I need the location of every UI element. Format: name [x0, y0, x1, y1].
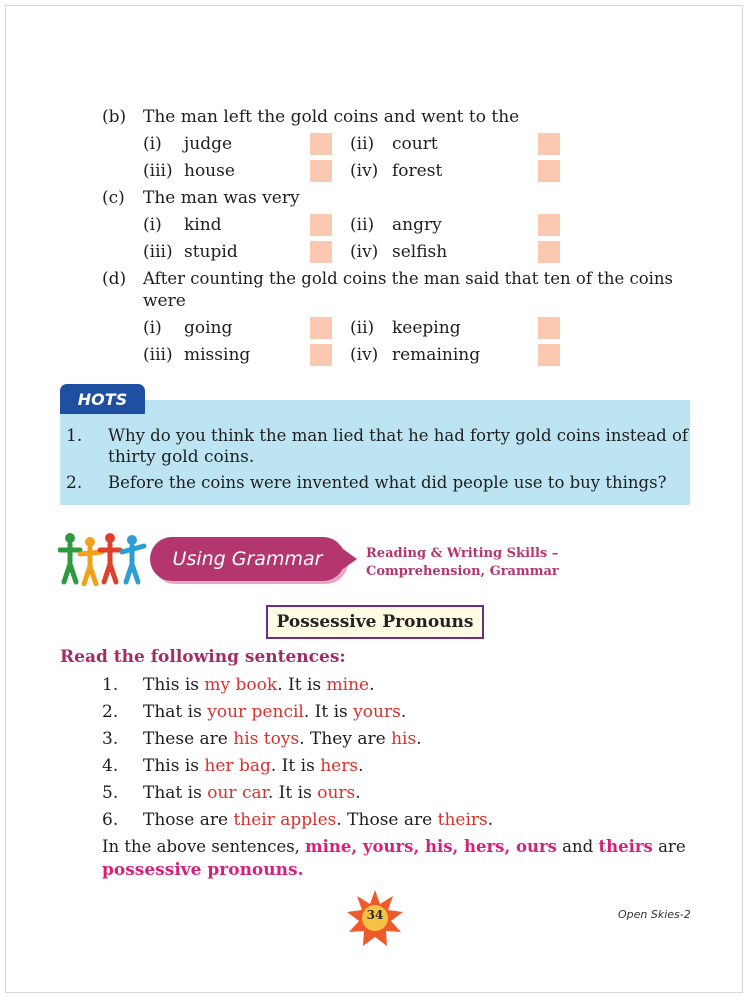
option-text: keeping — [392, 318, 461, 338]
option-text: kind — [184, 215, 222, 235]
sentence-text: . It is — [303, 702, 354, 722]
page-number: 34 — [366, 908, 384, 922]
option-text: selfish — [392, 242, 448, 262]
option-text: remaining — [392, 345, 481, 365]
skills-line: Comprehension, Grammar — [366, 564, 559, 579]
option-number: (ii) — [350, 318, 375, 338]
sentence-number: 1. — [102, 675, 119, 695]
sentence-text: That is — [143, 783, 208, 803]
sentence — [143, 783, 361, 803]
sentence-text: . It is — [270, 756, 321, 776]
option-text: court — [392, 134, 438, 154]
option-number: (iv) — [350, 242, 379, 262]
option-number: (ii) — [350, 215, 375, 235]
highlight-phrase: their apples — [233, 810, 337, 830]
answer-box[interactable] — [538, 214, 560, 236]
question-label: (c) — [102, 188, 125, 208]
highlight-phrase: his toys — [233, 729, 300, 749]
conclusion-part: In the above sentences, — [102, 837, 306, 856]
answer-box[interactable] — [310, 317, 332, 339]
answer-box[interactable] — [538, 133, 560, 155]
option-text: going — [184, 318, 233, 338]
sentence-text: This is — [143, 756, 205, 776]
highlight-phrase: your pencil — [207, 702, 304, 722]
children-group-icon — [58, 530, 150, 586]
option-number: (iii) — [143, 242, 173, 262]
option-number: (i) — [143, 134, 162, 154]
option-number: (iii) — [143, 345, 173, 365]
conclusion-part: are — [652, 837, 686, 856]
sentence-text: . — [369, 675, 375, 695]
sentence-text: Those are — [143, 810, 234, 830]
option-number: (iii) — [143, 161, 173, 181]
answer-box[interactable] — [310, 344, 332, 366]
sentence-number: 4. — [102, 756, 119, 776]
highlight-phrase: our car — [207, 783, 268, 803]
sentence-text: . — [416, 729, 422, 749]
hots-item-text-continued: thirty gold coins. — [108, 447, 255, 467]
answer-box[interactable] — [310, 241, 332, 263]
hots-tab: HOTS — [60, 384, 145, 414]
sentence-text: That is — [143, 702, 208, 722]
sentence-text: . They are — [299, 729, 392, 749]
answer-box[interactable] — [538, 160, 560, 182]
sentence-number: 3. — [102, 729, 119, 749]
highlight-pronoun: his — [391, 729, 417, 749]
option-text: judge — [184, 134, 233, 154]
sentence-text: . — [400, 702, 407, 722]
highlight-term: theirs — [598, 837, 653, 856]
option-number: (iv) — [350, 161, 379, 181]
question-label: (b) — [102, 107, 127, 127]
banner-arrow-icon — [343, 549, 357, 569]
book-title: Open Skies-2 — [618, 908, 691, 921]
question-text: After counting the gold coins the man said that ten of the coins — [143, 269, 674, 288]
sentence-text: These are — [143, 729, 234, 749]
sentence — [143, 729, 422, 749]
highlight-pronoun: theirs — [437, 810, 488, 830]
option-number: (ii) — [350, 134, 375, 154]
question-text: The man left the gold coins and went to the — [143, 107, 520, 127]
highlight-pronoun: ours — [317, 783, 356, 803]
highlight-term: mine, yours, his, hers, ours — [305, 837, 557, 856]
option-text: angry — [392, 215, 442, 235]
answer-box[interactable] — [538, 317, 560, 339]
sentence — [143, 810, 493, 830]
option-number: (i) — [143, 318, 162, 338]
topic-heading: Possessive Pronouns — [266, 605, 484, 639]
highlight-phrase: her bag — [204, 756, 271, 776]
option-text: stupid — [184, 242, 238, 262]
using-grammar-banner: Using Grammar — [150, 537, 345, 581]
answer-box[interactable] — [538, 344, 560, 366]
question-text-continued: were — [143, 291, 186, 311]
hots-item-text: Why do you think the man lied that he had forty gold coins instead of — [108, 426, 688, 445]
sentence — [143, 702, 406, 722]
sentence-text: . Those are — [336, 810, 438, 830]
sentence-number: 2. — [102, 702, 119, 722]
highlight-pronoun: mine — [326, 675, 370, 695]
sentence-text: . It is — [267, 783, 318, 803]
sentence-number: 5. — [102, 783, 119, 803]
highlight-phrase: my book — [204, 675, 278, 695]
answer-box[interactable] — [310, 133, 332, 155]
skills-caption — [366, 545, 559, 581]
option-text: house — [184, 161, 235, 181]
answer-box[interactable] — [310, 214, 332, 236]
sentence-text: . — [487, 810, 494, 830]
sentence-text: . It is — [277, 675, 327, 695]
highlight-pronoun: hers — [320, 756, 359, 776]
question-label: (d) — [102, 269, 127, 289]
highlight-pronoun: yours — [353, 702, 401, 722]
highlight-term: possessive pronouns. — [102, 860, 304, 880]
answer-box[interactable] — [310, 160, 332, 182]
sentence — [143, 756, 363, 776]
sentence-text: . — [355, 783, 361, 803]
answer-box[interactable] — [538, 241, 560, 263]
option-number: (i) — [143, 215, 162, 235]
hots-item-number: 2. — [66, 473, 83, 493]
conclusion-part: and — [556, 837, 599, 856]
skills-line: Reading & Writing Skills – — [366, 546, 559, 561]
conclusion-text — [102, 837, 686, 857]
option-text: missing — [184, 345, 251, 365]
sentence-number: 6. — [102, 810, 119, 830]
sentence — [143, 675, 375, 695]
instruction-heading: Read the following sentences: — [60, 647, 346, 667]
hots-item-text: Before the coins were invented what did people use to buy things? — [108, 473, 667, 492]
option-text: forest — [392, 161, 443, 181]
option-number: (iv) — [350, 345, 379, 365]
hots-item-number: 1. — [66, 426, 83, 446]
sentence-text: . — [358, 756, 364, 776]
question-text: The man was very — [143, 188, 300, 208]
sentence-text: This is — [143, 675, 205, 695]
